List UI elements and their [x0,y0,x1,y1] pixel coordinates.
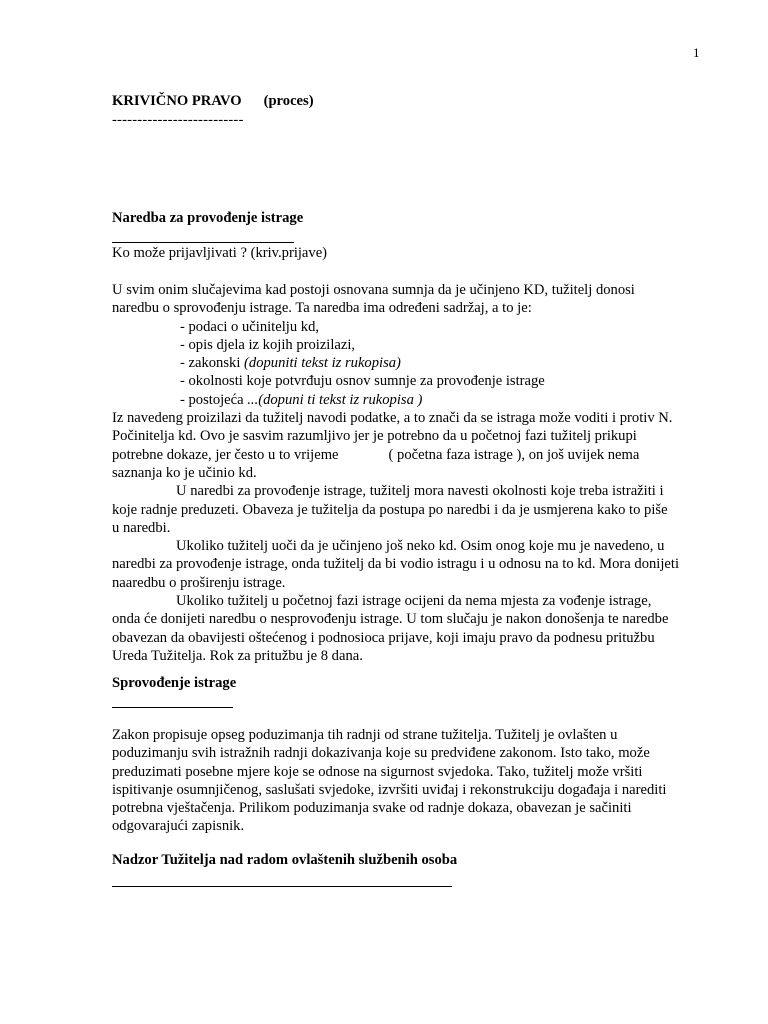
list-item: - okolnosti koje potvrđuju osnov sumnje za provođenje istrage [180,373,545,390]
text-line: odgovarajući zapisnik. [112,818,245,835]
section-heading-rule [112,886,452,887]
question-line: Ko može prijavljivati ? (kriv.prijave) [112,245,328,261]
section1-body [112,281,702,665]
section-heading-sprovodjenje: Sprovođenje istrage [112,675,237,691]
text-line: U naredbi za provođenje istrage, tužitelj mora navesti okolnosti koje treba istražiti i [176,483,664,500]
document-title [112,92,314,110]
list-item: - podaci o učinitelju kd, [180,318,320,335]
list-item: - opis djela iz kojih proizilazi, [180,336,356,353]
text-line: naredbu o sprovođenju istrage. Ta naredba ima određeni sadržaj, a to je: [112,300,532,317]
text-line: U svim onim slučajevima kad postoji osnovana sumnja da je učinjeno KD, tužitelj donosi [112,282,635,298]
text-line: Ureda Tužitelja. Rok za pritužbu je 8 dana. [112,647,363,664]
text-line: saznanja ko je učinio kd. [112,464,257,481]
text-line: koje radnje preduzeti. Obaveza je tužitelja da postupa po naredbi i da je usmjerena kako to piše [112,501,668,518]
title-text: KRIVIČNO PRAVO [112,93,242,109]
text-segment: ( početna faza istrage ), on još uvijek nema [388,446,640,463]
text-line: obavezan da obavijesti oštećenog i podnosioca prijave, koji imaju pravo da podnesu pritužbu [112,629,655,646]
text-line: ispitivanje osumnjičenog, saslušati svjedoke, izvršiti uviđaj i rekonstrukciju događaja i narediti [112,781,667,798]
text-line: Počinitelja kd. Ovo je sasvim razumljivo jer je potrebno da u početnoj fazi tužitelj prikupi [112,428,637,445]
text-line: onda će donijeti naredbu o nesprovođenju istrage. U tom slučaju je nakon donošenja te naredbe [112,611,669,628]
list-item-text: - zakonski [180,355,245,372]
section-heading-naredba: Naredba za provođenje istrage [112,210,304,226]
text-line: naaredbu o proširenju istrage. [112,574,286,591]
text-line: poduzimanju svih istražnih radnji dokazivanja koje su predviđene zakonom. Isto tako, može [112,745,650,762]
text-line: naredbi za provođenje istrage, onda tužitelj da bi vodio istragu i u odnosu na to kd. Mora donijeti [112,556,679,573]
section2-body [112,726,702,836]
list-item-text: - postojeća [180,391,248,408]
list-item [112,354,702,372]
text-segment: potrebne dokaze, jer često u to vrijeme [112,446,339,463]
title-underline-dashes: -------------------------- [112,112,244,128]
list-item-note: (dopuniti tekst iz rukopisa) [244,355,401,372]
section-heading-rule [112,707,233,708]
text-line [112,446,702,464]
text-line: Zakon propisuje opseg poduzimanja tih radnji od strane tužitelja. Tužitelj je ovlašten u [112,727,618,743]
title-subtitle: (proces) [263,93,314,109]
text-line: u naredbi. [112,519,171,536]
text-line: potrebna vještačenja. Prilikom poduzimanja svake od radnje dokaza, obavezan je sačiniti [112,800,632,817]
section-heading-rule [112,242,294,243]
text-line: Ukoliko tužitelj u početnoj fazi istrage ocijeni da nema mjesta za vođenje istrage, [176,593,652,610]
text-line: preduzimati posebne mjere koje se odnose na sigurnost svjedoka. Tako, tužitelj može vršiti [112,763,643,780]
text-line: Iz navedeng proizilazi da tužitelj navodi podatke, a to znači da se istraga može voditi i protiv N. [112,410,673,427]
list-item-note: ...(dopuni ti tekst iz rukopisa ) [247,391,423,408]
section-heading-nadzor: Nadzor Tužitelja nad radom ovlaštenih službenih osoba [112,852,458,868]
list-item [112,391,702,409]
text-line: Ukoliko tužitelj uoči da je učinjeno još neko kd. Osim onog koje mu je navedeno, u [176,538,665,555]
page-number: 1 [693,45,700,60]
